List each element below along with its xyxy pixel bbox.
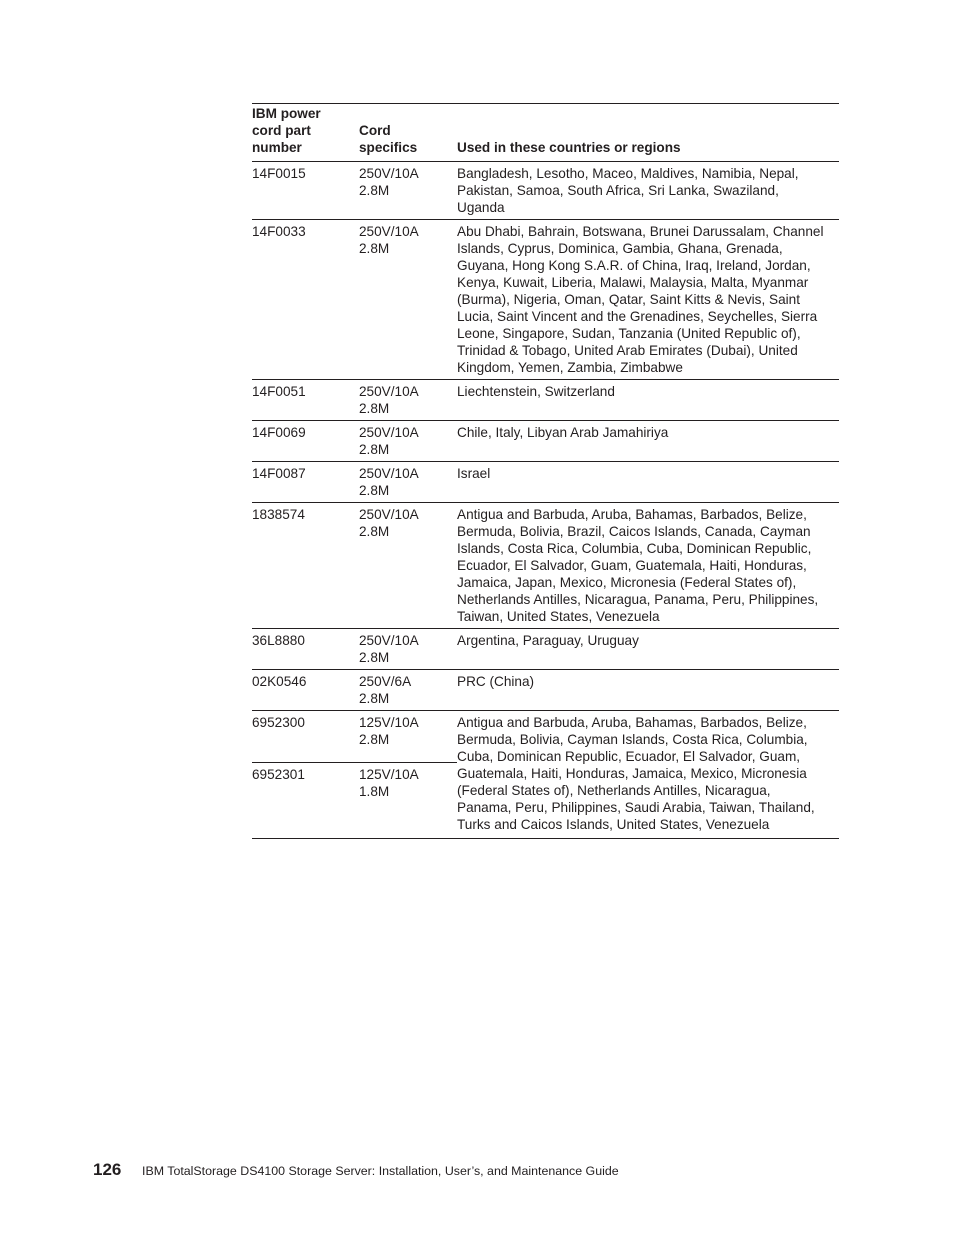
part-number-cell: 14F0069 xyxy=(252,421,359,462)
cord-specifics-cell: 250V/10A 2.8M xyxy=(359,162,457,220)
part-number-cell: 02K0546 xyxy=(252,670,359,711)
power-cord-table xyxy=(252,103,839,839)
part-number-cell: 1838574 xyxy=(252,503,359,629)
table-row xyxy=(252,421,839,462)
page-footer xyxy=(93,1160,619,1180)
part-number-cell: 6952301 xyxy=(252,763,359,839)
part-number-cell: 14F0033 xyxy=(252,220,359,380)
cord-specifics-cell: 250V/10A 2.8M xyxy=(359,462,457,503)
cord-specifics-cell: 250V/10A 2.8M xyxy=(359,629,457,670)
countries-cell: Israel xyxy=(457,462,839,503)
countries-cell: Abu Dhabi, Bahrain, Botswana, Brunei Darussalam, Channel Islands, Cyprus, Dominica, Gambia, Ghana, Grenada, Guyana, Hong Kong S.A.R. of China, Iraq, Ireland, Jordan, Kenya, Kuwait, Liberia, Malawi, Malaysia, Malta, Myanmar (Burma), Nigeria, Oman, Qatar, Saint Kitts & Nevis, Saint Lucia, Saint Vincent and the Grenadines, Seychelles, Sierra Leone, Singapore, Sudan, Tanzania (United Republic of), Trinidad & Tobago, United Arab Emirates (Dubai), United Kingdom, Yemen, Zambia, Zimbabwe xyxy=(457,220,839,380)
table-header-row xyxy=(252,104,839,162)
cord-specifics-cell: 125V/10A 2.8M xyxy=(359,711,457,763)
part-number-cell: 14F0015 xyxy=(252,162,359,220)
table-row xyxy=(252,220,839,380)
countries-cell: Antigua and Barbuda, Aruba, Bahamas, Barbados, Belize, Bermuda, Bolivia, Brazil, Caicos Islands, Canada, Cayman Islands, Costa Rica, Columbia, Cuba, Dominican Republic, Ecuador, El Salvador, Guam, Guatemala, Haiti, Honduras, Jamaica, Japan, Mexico, Micronesia (Federal States of), Netherlands Antilles, Nicaragua, Panama, Peru, Philippines, Taiwan, United States, Venezuela xyxy=(457,503,839,629)
header-part-number: IBM power cord part number xyxy=(252,104,359,162)
countries-cell: Bangladesh, Lesotho, Maceo, Maldives, Namibia, Nepal, Pakistan, Samoa, South Africa, Sri Lanka, Swaziland, Uganda xyxy=(457,162,839,220)
countries-cell: Liechtenstein, Switzerland xyxy=(457,380,839,421)
cord-specifics-cell: 125V/10A 1.8M xyxy=(359,763,457,839)
table-row xyxy=(252,670,839,711)
countries-cell: Argentina, Paraguay, Uruguay xyxy=(457,629,839,670)
document-title: IBM TotalStorage DS4100 Storage Server: Installation, User’s, and Maintenance Guide xyxy=(142,1164,619,1178)
table-row xyxy=(252,503,839,629)
table-row xyxy=(252,629,839,670)
countries-cell: PRC (China) xyxy=(457,670,839,711)
countries-cell: Chile, Italy, Libyan Arab Jamahiriya xyxy=(457,421,839,462)
table-row xyxy=(252,711,839,763)
part-number-cell: 36L8880 xyxy=(252,629,359,670)
cord-specifics-cell: 250V/10A 2.8M xyxy=(359,503,457,629)
cord-specifics-cell: 250V/6A 2.8M xyxy=(359,670,457,711)
cord-specifics-cell: 250V/10A 2.8M xyxy=(359,421,457,462)
cord-specifics-cell: 250V/10A 2.8M xyxy=(359,220,457,380)
table-row xyxy=(252,162,839,220)
cord-specifics-cell: 250V/10A 2.8M xyxy=(359,380,457,421)
power-cord-table-container xyxy=(252,103,839,839)
countries-cell: Antigua and Barbuda, Aruba, Bahamas, Barbados, Belize, Bermuda, Bolivia, Cayman Islands, Costa Rica, Columbia, Cuba, Dominican Republic, Ecuador, El Salvador, Guam, Guatemala, Haiti, Honduras, Jamaica, Mexico, Micronesia (Federal States of), Netherlands Antilles, Nicaragua, Panama, Peru, Philippines, Saudi Arabia, Taiwan, Thailand, Turks and Caicos Islands, United States, Venezuela xyxy=(457,711,839,839)
part-number-cell: 14F0051 xyxy=(252,380,359,421)
table-body xyxy=(252,162,839,839)
table-row xyxy=(252,462,839,503)
table-row xyxy=(252,380,839,421)
header-cord-specifics: Cord specifics xyxy=(359,104,457,162)
part-number-cell: 6952300 xyxy=(252,711,359,763)
header-countries: Used in these countries or regions xyxy=(457,104,839,162)
page-number: 126 xyxy=(93,1160,122,1179)
part-number-cell: 14F0087 xyxy=(252,462,359,503)
